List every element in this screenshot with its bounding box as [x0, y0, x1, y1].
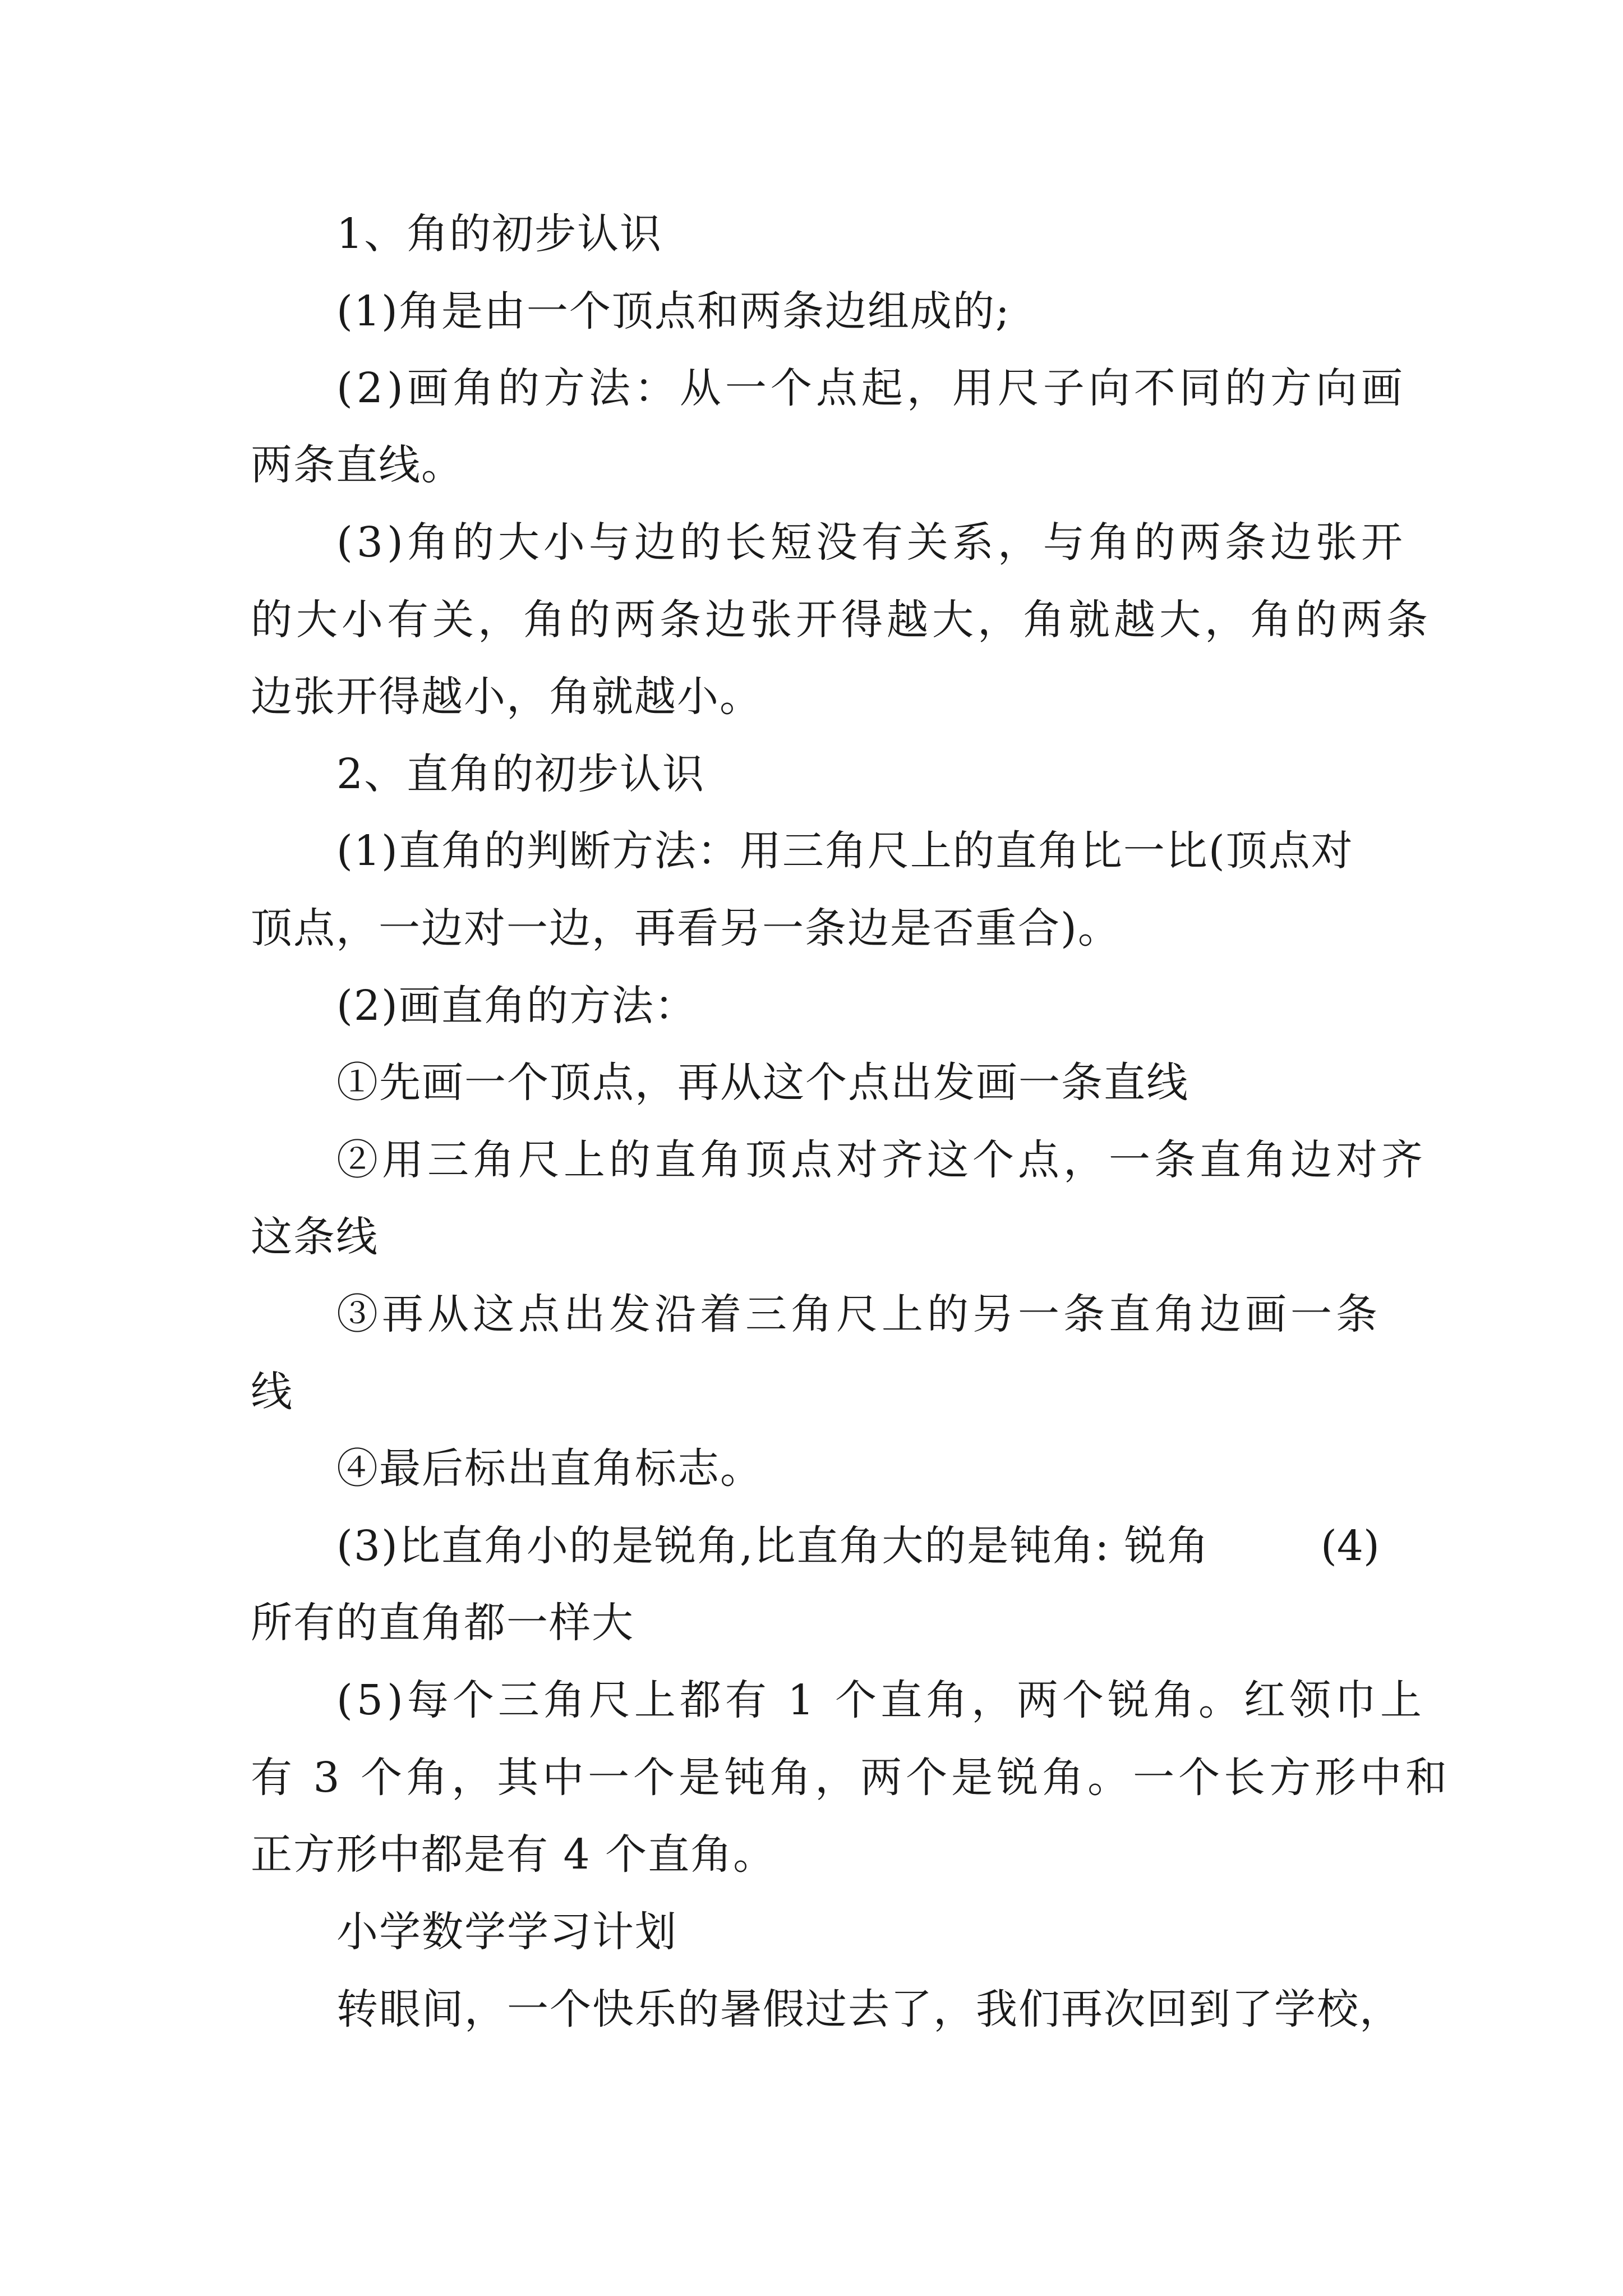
paragraph-line: (2)画直角的方法： [336, 982, 697, 1030]
paragraph-line: 有 3 个角，其中一个是钝角，两个是锐角。一个长方形中和 [251, 1754, 1451, 1802]
paragraph-line: (3)角的大小与边的长短没有关系，与角的两条边张开 [336, 518, 1407, 567]
paragraph-line: 转眼间，一个快乐的暑假过去了，我们再次回到了学校， [336, 1985, 1402, 2033]
paragraph-line: 顶点，一边对一边，再看另一条边是否重合)。 [251, 904, 1121, 953]
heading-angle-basics: 1、角的初步认识 [336, 210, 663, 258]
paragraph-line: (5)每个三角尺上都有 1 个直角，两个锐角。红领巾上 [336, 1676, 1426, 1724]
item-number: (4) [1321, 1522, 1380, 1570]
heading-right-angle-basics: 2、直角的初步认识 [336, 750, 706, 798]
paragraph-line: (1)角是由一个顶点和两条边组成的; [336, 287, 1011, 335]
paragraph-line: 的大小有关，角的两条边张开得越大，角就越大，角的两条 [251, 596, 1432, 644]
paragraph-line: 所有的直角都一样大 [251, 1599, 634, 1647]
paragraph-line: 线 [251, 1368, 293, 1416]
paragraph-line: ②用三角尺上的直角顶点对齐这个点，一条直角边对齐 [336, 1136, 1427, 1184]
paragraph-line: 这条线 [251, 1213, 379, 1261]
paragraph-line: 两条直线。 [251, 441, 464, 489]
paragraph-line: 正方形中都是有 4 个直角。 [251, 1830, 776, 1879]
paragraph-line: ①先画一个顶点，再从这个点出发画一条直线 [336, 1059, 1189, 1107]
section-title: 小学数学学习计划 [336, 1908, 677, 1956]
paragraph-line: 边张开得越小，角就越小。 [251, 673, 762, 721]
paragraph-line: (1)直角的判断方法：用三角尺上的直角比一比(顶点对 [336, 827, 1354, 875]
paragraph-line: ④最后标出直角标志。 [336, 1444, 763, 1493]
paragraph-line: (2)画角的方法：从一个点起，用尺子向不同的方向画 [336, 364, 1407, 412]
paragraph-line: (3)比直角小的是锐角,比直角大的是钝角: 锐角 [336, 1522, 1210, 1570]
paragraph-line: ③再从这点出发沿着三角尺上的另一条直角边画一条 [336, 1290, 1381, 1338]
